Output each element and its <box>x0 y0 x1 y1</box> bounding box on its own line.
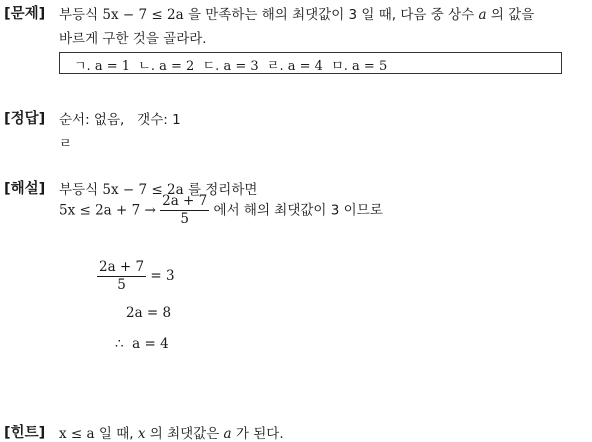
answer-value: ㄹ <box>59 136 73 152</box>
problem-label: [문제] <box>4 6 46 22</box>
problem-text: 을 만족하는 해의 최댓값이 3 일 때, 다음 중 상수 <box>187 7 475 23</box>
problem-line-2: 바르게 구한 것을 골라라. <box>59 31 207 47</box>
answer-info: 순서: 없음, 갯수: 1 <box>59 112 181 128</box>
solution-step-2: 2a = 8 <box>126 305 172 321</box>
solution-fraction: $\frac{2a + 7}{5}$ <box>162 193 208 227</box>
hint-label: [힌트] <box>4 425 46 441</box>
step-fraction: $\frac{2a + 7}{5}$ <box>99 259 145 293</box>
choice-item: ㄹ. a = 4 <box>266 59 323 74</box>
solution-inequality-2: 5x ≤ 2a + 7 → <box>59 202 156 219</box>
solution-label: [해설] <box>4 181 46 197</box>
problem-text: 의 값을 <box>490 7 535 23</box>
answer-label: [정답] <box>4 111 46 127</box>
choice-item: ㄷ. a = 3 <box>202 59 259 74</box>
solution-line-1: 부등식 5x − 7 ≤ 2a 를 정리하면 <box>59 182 258 198</box>
choice-item: ㄴ. a = 2 <box>138 59 195 74</box>
problem-line-1 <box>59 3 534 23</box>
choice-item: ㅁ. a = 5 <box>331 59 388 74</box>
problem-text: 부등식 <box>59 7 99 23</box>
problem-variable: a <box>478 7 487 23</box>
hint-text: x ≤ a 일 때, x 의 최댓값은 a 가 된다. <box>59 426 284 442</box>
solution-inequality: 5x − 7 ≤ 2a <box>102 182 184 198</box>
problem-inequality: 5x − 7 ≤ 2a <box>102 7 184 23</box>
solution-step-3: ∴ a = 4 <box>115 336 169 352</box>
solution-line-2: 5x ≤ 2a + 7 → $\frac{2a + 7}{5}$ 에서 해의 최댓값이 3 이므로 <box>59 193 383 227</box>
choices-box <box>59 52 562 74</box>
solution-step-1: $\frac{2a + 7}{5}$ = 3 <box>99 259 175 293</box>
choice-item: ㄱ. a = 1 <box>74 59 131 74</box>
choices-list <box>74 55 387 74</box>
